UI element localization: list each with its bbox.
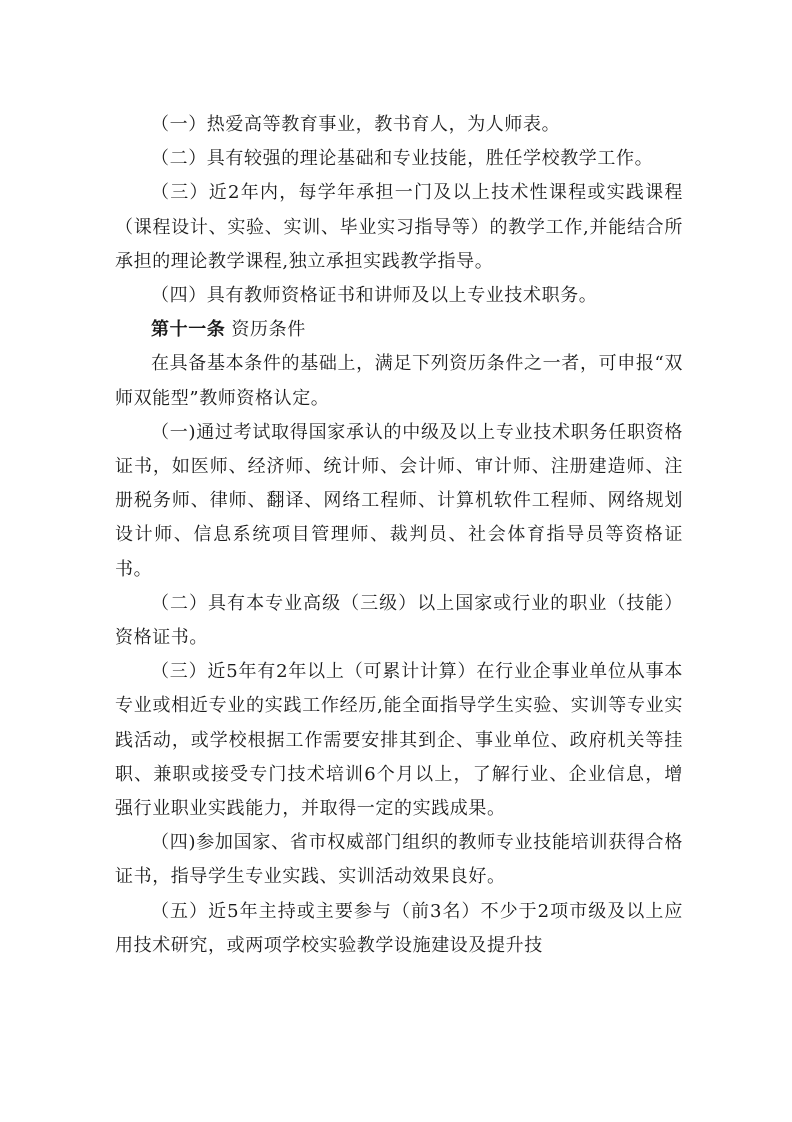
condition-item-3: （三）近5年有2年以上（可累计计算）在行业企事业单位从事本专业或相近专业的实践工作经历,能全面指导学生实验、实训等专业实践活动，或学校根据工作需要安排其到企、事业单位、政府机关等挂职、兼职或接受专门技术培训6个月以上，了解行业、企业信息，增强行业职业实践能力，并取得一定的实践成果。 xyxy=(115,661,683,820)
paragraph-item-2: （二）具有较强的理论基础和专业技能，胜任学校教学工作。 xyxy=(151,148,654,170)
article-heading xyxy=(115,313,683,347)
condition-item-2: （二）具有本专业高级（三级）以上国家或行业的职业（技能）资格证书。 xyxy=(115,592,683,649)
condition-item-5: （五）近5年主持或主要参与（前3名）不少于2项市级及以上应用技术研究，或两项学校实验教学设施建设及提升技 xyxy=(115,900,683,956)
condition-item-1: （一)通过考试取得国家承认的中级及以上专业技术职务任职资格证书，如医师、经济师、统计师、会计师、审计师、注册建造师、注册税务师、律师、翻译、网络工程师、计算机软件工程师、网络规划设计师、信息系统项目管理师、裁判员、社会体育指导员等资格证书。 xyxy=(115,421,683,580)
paragraph-item-1: （一）热爱高等教育事业，教书育人，为人师表。 xyxy=(151,114,561,135)
paragraph-item-4: （四）具有教师资格证书和讲师及以上专业技术职务。 xyxy=(151,285,598,307)
document-body xyxy=(115,108,683,963)
intro-paragraph: 在具备基本条件的基础上，满足下列资历条件之一者，可申报“双师双能型”教师资格认定。 xyxy=(115,353,683,409)
article-label: 第十一条 xyxy=(151,319,226,341)
article-title: 资历条件 xyxy=(231,319,306,341)
paragraph-item-3: （三）近2年内，每学年承担一门及以上技术性课程或实践课程（课程设计、实验、实训、毕业实习指导等）的教学工作,并能结合所承担的理论教学课程,独立承担实践教学指导。 xyxy=(115,182,683,272)
condition-item-4: （四)参加国家、省市权威部门组织的教师专业技能培训获得合格证书，指导学生专业实践、实训活动效果良好。 xyxy=(115,832,683,888)
